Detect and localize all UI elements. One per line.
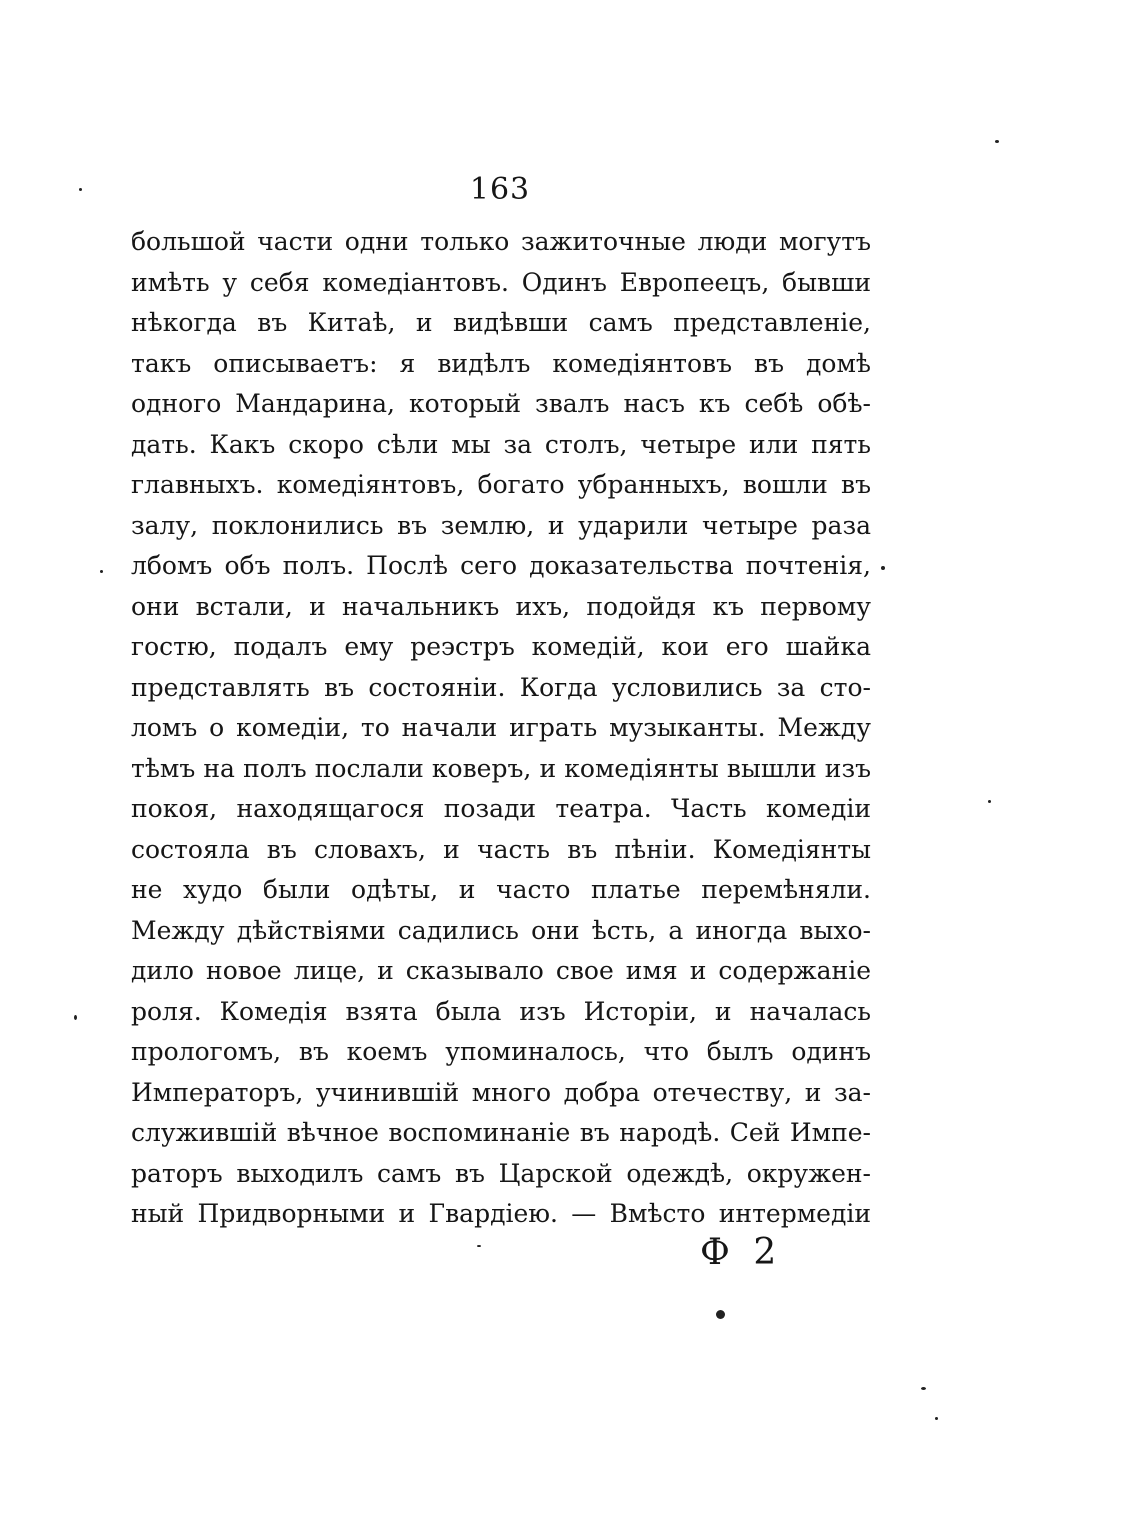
text-line: имѣть у себя комедіантовъ. Одинъ Европеецъ, бывши — [131, 267, 871, 297]
scan-speck — [477, 1245, 481, 1247]
text-line: тѣмъ на полъ послали коверъ, и комедіянты вышли изъ — [131, 753, 871, 783]
page-number: 163 — [469, 172, 531, 207]
text-line: нѣкогда въ Китаѣ, и видѣвши самъ представленіе, — [131, 308, 871, 337]
text-line: дать. Какъ скоро сѣли мы за столъ, четыре или пять — [131, 429, 871, 459]
scan-speck — [988, 800, 991, 803]
printer-signature-mark: Ф 2 — [700, 1232, 783, 1273]
text-line: состояла въ словахъ, и часть въ пѣніи. Комедіянты — [131, 834, 871, 864]
text-line: ломъ о комедіи, то начали играть музыканты. Между — [131, 713, 871, 742]
scan-speck — [995, 140, 999, 143]
text-line: одного Мандарина, который звалъ насъ къ себѣ обѣ- — [131, 389, 871, 418]
text-line: раторъ выходилъ самъ въ Царской одеждѣ, окружен- — [131, 1158, 871, 1188]
text-line: они встали, и начальникъ ихъ, подойдя къ первому — [131, 591, 871, 621]
text-line: представлять въ состояніи. Когда условились за сто- — [131, 672, 871, 702]
text-line: служившій вѣчное воспоминаніе въ народѣ. Сей Импе- — [131, 1118, 871, 1147]
text-line: такъ описываетъ: я видѣлъ комедіянтовъ въ домѣ — [131, 348, 871, 378]
body-text — [131, 222, 871, 1235]
text-line: покоя, находящагося позади театра. Часть комедіи — [131, 794, 871, 823]
text-line: залу, поклонились въ землю, и ударили четыре раза — [131, 510, 871, 540]
scan-speck — [74, 1015, 77, 1020]
text-line: гостю, подалъ ему реэстръ комедій, кои его шайка — [131, 632, 871, 661]
scan-speck — [921, 1387, 926, 1390]
text-line: ный Придворными и Гвардіею. — Вмѣсто интермедіи — [131, 1199, 871, 1228]
scan-speck — [716, 1310, 725, 1319]
text-line: не худо были одѣты, и часто платье перемѣняли. — [131, 875, 871, 904]
text-line: роля. Комедія взята была изъ Исторіи, и началась — [131, 996, 871, 1026]
text-line: прологомъ, въ коемъ упоминалось, что былъ одинъ — [131, 1037, 871, 1066]
text-line: дило новое лице, и сказывало свое имя и содержаніе — [131, 956, 871, 985]
scan-speck — [935, 1417, 938, 1420]
text-line: лбомъ объ полъ. Послѣ сего доказательства почтенія, — [131, 551, 871, 580]
text-line: Императоръ, учинившій много добра отечеству, и за- — [131, 1077, 871, 1107]
text-line: главныхъ. комедіянтовъ, богато убранныхъ, вошли въ — [131, 470, 871, 499]
scan-speck — [881, 566, 885, 570]
text-line: Между дѣйствіями садились они ѣсть, а иногда выхо- — [131, 915, 871, 945]
text-line: большой части одни только зажиточные люди могутъ — [131, 227, 871, 256]
scan-speck — [79, 188, 82, 191]
scan-speck — [100, 570, 103, 573]
